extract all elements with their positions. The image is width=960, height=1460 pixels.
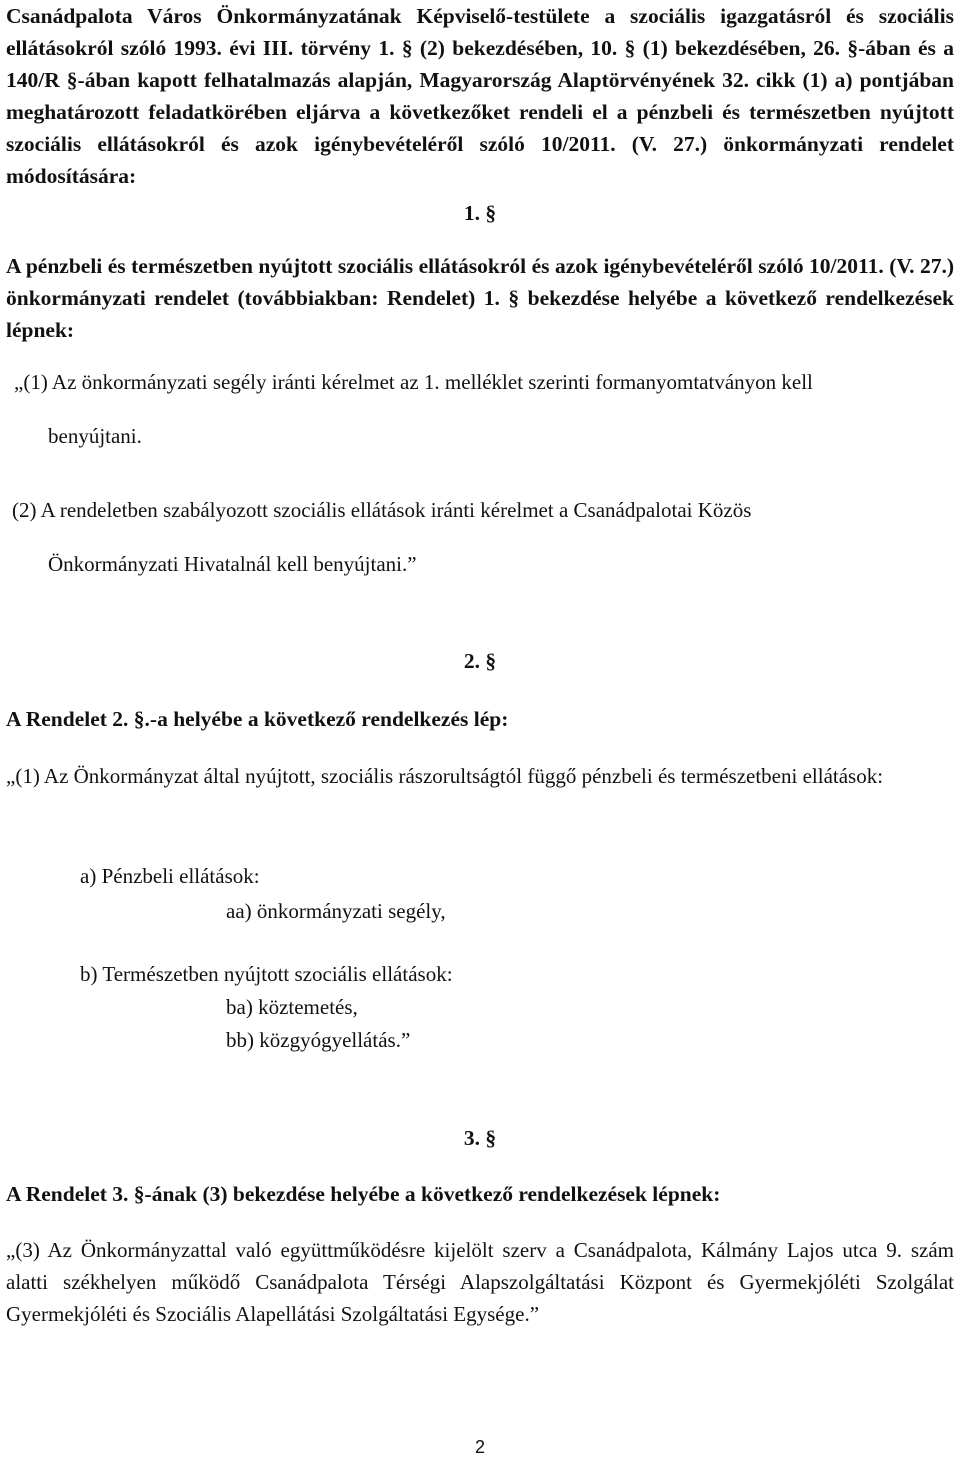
section-2-item-aa: aa) önkormányzati segély, bbox=[226, 899, 446, 923]
section-2-item-bb: bb) közgyógyellátás.” bbox=[226, 1028, 411, 1052]
section-2-item-b: b) Természetben nyújtott szociális ellátások: bbox=[80, 962, 453, 986]
section-2-heading: 2. § bbox=[463, 649, 497, 673]
section-1-p2-line1: (2) A rendeletben szabályozott szociális ellátások iránti kérelmet a Csanádpalotai Közös bbox=[12, 498, 752, 522]
section-3-p1: „(3) Az Önkormányzattal való együttműködésre kijelölt szerv a Csanádpalota, Kálmány Lajos utca 9. szám alatti székhelyen működő Csanádpalota Térségi Alapszolgáltatási Központ és Gyermekjóléti Szolgálat Gyermekjóléti és Szociális Alapellátási Szolgáltatási Egysége.” bbox=[6, 1238, 954, 1326]
section-3-lead: A Rendelet 3. §-ának (3) bekezdése helyébe a következő rendelkezések lépnek: bbox=[6, 1182, 721, 1206]
section-3-heading: 3. § bbox=[463, 1126, 497, 1150]
section-1-p1-line2: benyújtani. bbox=[48, 424, 142, 448]
section-1-p2-line2: Önkormányzati Hivatalnál kell benyújtani.” bbox=[48, 552, 417, 576]
section-2-p1: „(1) Az Önkormányzat által nyújtott, szociális rászorultságtól függő pénzbeli és természetbeni ellátások: bbox=[6, 764, 884, 788]
section-2-item-a: a) Pénzbeli ellátások: bbox=[80, 864, 260, 888]
section-1-lead: A pénzbeli és természetben nyújtott szociális ellátásokról és azok igénybevételéről szóló 10/2011. (V. 27.) önkormányzati rendelet (továbbiakban: Rendelet) 1. § bekezdése helyébe a következő rendelkezések lépnek: bbox=[6, 254, 954, 342]
section-1-p1-line1: „(1) Az önkormányzati segély iránti kérelmet az 1. melléklet szerinti formanyomtatványon kell bbox=[14, 370, 813, 394]
section-1-heading: 1. § bbox=[463, 201, 497, 225]
section-2-lead: A Rendelet 2. §.-a helyébe a következő rendelkezés lép: bbox=[6, 707, 509, 731]
section-2-item-ba: ba) köztemetés, bbox=[226, 995, 358, 1019]
intro-paragraph: Csanádpalota Város Önkormányzatának Képviselő-testülete a szociális igazgatásról és szociális ellátásokról szóló 1993. évi III. törvény 1. § (2) bekezdésében, 10. § (1) bekezdésében, 26. §-ában és a 140/R §-ában kapott felhatalmazás alapján, Magyarország Alaptörvényének 32. cikk (1) a) pontjában meghatározott feladatkörében eljárva a következőket rendeli el a pénzbeli és természetben nyújtott szociális ellátásokról és azok igénybevételéről szóló 10/2011. (V. 27.) önkormányzati rendelet módosítására: bbox=[6, 4, 954, 188]
page-number: 2 bbox=[474, 1437, 485, 1457]
